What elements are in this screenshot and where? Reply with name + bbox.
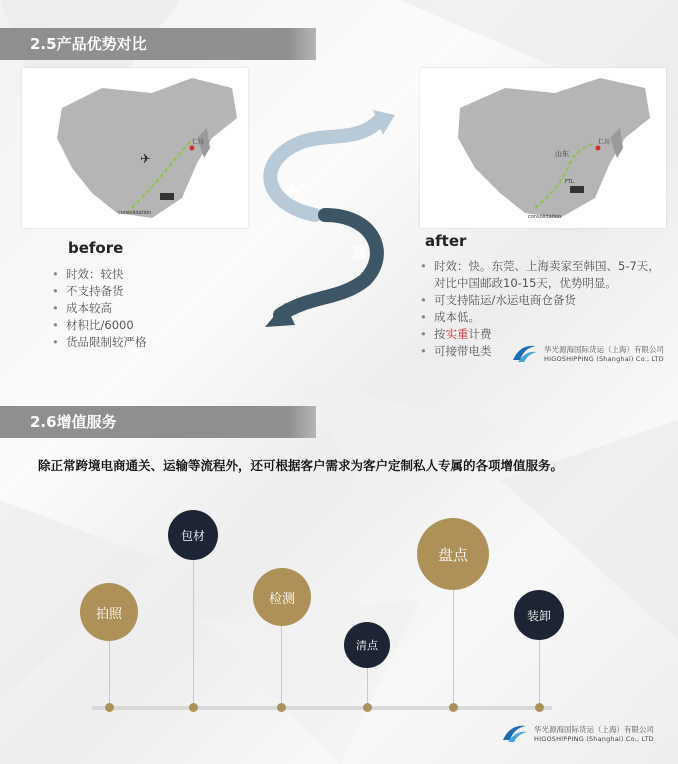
after-map-ftl-label: FTL — [565, 179, 574, 185]
intro-text: 除正常跨境电商通关、运输等流程外，还可根据客户需求为客户定制私人专属的各项增值服务。 — [38, 458, 564, 473]
timeline-dot — [449, 703, 458, 712]
logo-icon — [510, 342, 538, 364]
service-photo: 拍照 — [80, 583, 138, 641]
timeline-dot — [105, 703, 114, 712]
list-item: • 材积比/6000 — [50, 317, 250, 334]
before-list — [50, 266, 250, 351]
after-map-dest-label: 仁川 — [598, 139, 611, 146]
list-item: • 时效：快。东莞、上海卖家至韩国、5-7天，对比中国邮政10-15天，优势明显。 — [418, 258, 663, 292]
list-item: • 可支持陆运/水运电商仓备货 — [418, 292, 663, 309]
timeline-dot — [277, 703, 286, 712]
list-item: • 时效：较快 — [50, 266, 250, 283]
list-item: • 按实重计费 — [418, 326, 663, 343]
before-map-dest-label: 仁川 — [192, 139, 205, 146]
before-title: before — [68, 239, 124, 257]
puzzle-icon: ✚ — [283, 179, 300, 203]
section-title-2-5: 2.5产品优势对比 — [30, 35, 147, 53]
company-logo-footer: 华光源海国际货运（上海）有限公司 HIGOSHIPPING (Shanghai) Co., LTD — [500, 722, 654, 744]
service-handling: 装卸 — [514, 590, 564, 640]
book-icon: ▦ — [352, 242, 368, 261]
service-stocktake: 盘点 — [417, 518, 489, 590]
service-packing: 包材 — [168, 510, 218, 560]
timeline-baseline — [92, 706, 552, 710]
list-item: • 成本低。 — [418, 309, 663, 326]
section-header-2-6 — [0, 406, 316, 438]
center-arrows — [255, 105, 405, 335]
service-counting: 清点 — [344, 622, 390, 668]
timeline-dot — [189, 703, 198, 712]
list-item: • 可接带电类 — [418, 343, 663, 360]
after-map-port-label: 山东 — [555, 150, 569, 158]
section-header-2-5 — [0, 28, 316, 60]
service-inspection: 检测 — [253, 568, 311, 626]
list-item: • 成本较高 — [50, 300, 250, 317]
svg-text:✈: ✈ — [140, 152, 151, 167]
after-title: after — [425, 232, 467, 250]
after-map — [420, 68, 666, 228]
section-title-2-6: 2.6增值服务 — [30, 413, 117, 431]
company-logo: 华光源海国际货运（上海）有限公司 HIGOSHIPPING (Shanghai) Co., LTD — [510, 342, 664, 364]
timeline-dot — [535, 703, 544, 712]
timeline-dot — [363, 703, 372, 712]
list-item: • 不支持备货 — [50, 283, 250, 300]
before-map — [22, 68, 248, 228]
before-map-consol-label: consolidation — [118, 210, 152, 216]
logo-icon — [500, 722, 528, 744]
after-map-consol-label: consolidation — [528, 214, 562, 220]
highlight-text: 实重 — [445, 327, 469, 341]
list-item: • 货品限制较严格 — [50, 334, 250, 351]
